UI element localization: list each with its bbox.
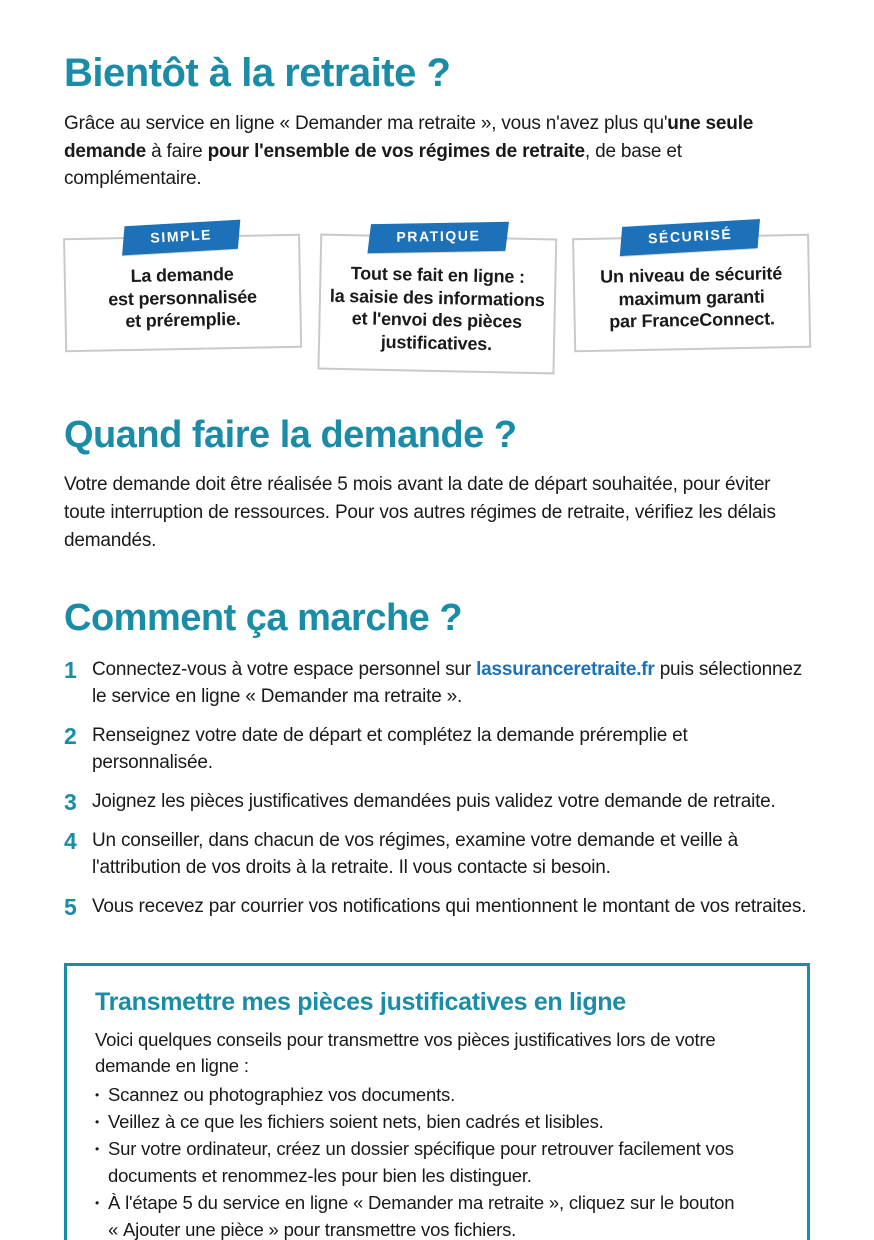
bullet-icon: •: [95, 1195, 100, 1210]
card-pratique-body: [317, 233, 556, 374]
step-1-text-pre: Connectez-vous à votre espace personnel sur: [92, 658, 477, 680]
bullet-icon: •: [95, 1142, 100, 1157]
card-simple-text: La demande est personnalisée et préremplie.: [108, 263, 258, 331]
bullet-text-etape5: À l'étape 5 du service en ligne « Demander ma retraite », cliquez sur le bouton « Ajouter une pièce » pour transmettre vos fichiers.: [108, 1191, 735, 1240]
badge-pratique: [367, 221, 509, 252]
intro-text: à faire: [146, 140, 208, 162]
step-2-text: Renseignez votre date de départ et complétez la demande préremplie et personnalisée.: [92, 724, 688, 773]
badge-simple-label: SIMPLE: [150, 225, 213, 246]
card-pratique-text: Tout se fait en ligne : la saisie des informations et l'envoi des pièces justificatives.: [329, 262, 545, 354]
step-5-number: 5: [64, 893, 77, 920]
section-title-quand: Quand faire la demande ?: [64, 413, 517, 456]
card-simple: [63, 220, 302, 351]
list-item: [95, 1109, 779, 1136]
step-3-number: 3: [64, 788, 77, 815]
step-4-number: 4: [64, 827, 77, 854]
list-item: [95, 1190, 779, 1240]
lassuranceretraite-link[interactable]: lassuranceretraite.fr: [476, 658, 655, 680]
badge-pratique-label: PRATIQUE: [396, 226, 481, 245]
intro-paragraph: [64, 110, 810, 193]
list-item: [95, 1082, 779, 1109]
card-pratique: [317, 220, 557, 374]
list-item: [95, 1136, 779, 1190]
step-5: [64, 894, 810, 921]
bullet-text-scannez: Scannez ou photographiez vos documents.: [108, 1084, 456, 1106]
intro-bold-une-seule-demande: une seule demande: [64, 113, 754, 162]
bullet-icon: •: [95, 1115, 100, 1130]
step-1-number: 1: [64, 656, 77, 683]
bullet-icon: •: [95, 1088, 100, 1103]
section-title-comment: Comment ça marche ?: [64, 596, 463, 639]
bullet-text-dossier: Sur votre ordinateur, créez un dossier spécifique pour retrouver facilement vos documents et renommez-les pour bien les distinguer.: [108, 1138, 734, 1186]
intro-text: , de base et complémentaire.: [64, 140, 682, 190]
step-5-text: Vous recevez par courrier vos notifications qui mentionnent le montant de vos retraites.: [92, 895, 807, 917]
intro-bold-regimes: pour l'ensemble de vos régimes de retraite: [207, 140, 585, 162]
feature-cards: [64, 223, 810, 372]
card-securise: [572, 220, 811, 351]
steps-list: [64, 657, 810, 921]
step-1: [64, 657, 810, 711]
page-title: Bientôt à la retraite ?: [64, 51, 451, 95]
step-2: [64, 723, 810, 777]
step-3: [64, 789, 810, 816]
step-3-text: Joignez les pièces justificatives demandées puis validez votre demande de retraite.: [92, 790, 776, 812]
badge-securise-label: SÉCURISÉ: [648, 225, 734, 247]
info-box-pieces-justificatives: [64, 963, 810, 1240]
step-1-text: [92, 657, 810, 711]
card-securise-text: Un niveau de sécurité maximum garanti par FranceConnect.: [600, 262, 783, 332]
info-box-intro: Voici quelques conseils pour transmettre vos pièces justificatives lors de votre demande en ligne :: [95, 1028, 716, 1077]
step-2-number: 2: [64, 722, 77, 749]
bullet-text-veillez: Veillez à ce que les fichiers soient nets, bien cadrés et lisibles.: [108, 1111, 604, 1133]
intro-text: Grâce au service en ligne « Demander ma retraite », vous n'avez plus qu': [64, 113, 668, 134]
quand-paragraph: Votre demande doit être réalisée 5 mois avant la date de départ souhaitée, pour éviter toute interruption de ressources. Pour vos autres régimes de retraite, vérifiez les délais demandés.: [64, 473, 776, 551]
step-4-text: Un conseiller, dans chacun de vos régimes, examine votre demande et veille à l'attribution de vos droits à la retraite. Il vous contacte si besoin.: [92, 829, 738, 878]
step-1-text-post: puis sélectionnez le service en ligne « Demander ma retraite ».: [92, 658, 803, 707]
step-4: [64, 828, 810, 882]
info-box-title: Transmettre mes pièces justificatives en ligne: [95, 987, 626, 1016]
